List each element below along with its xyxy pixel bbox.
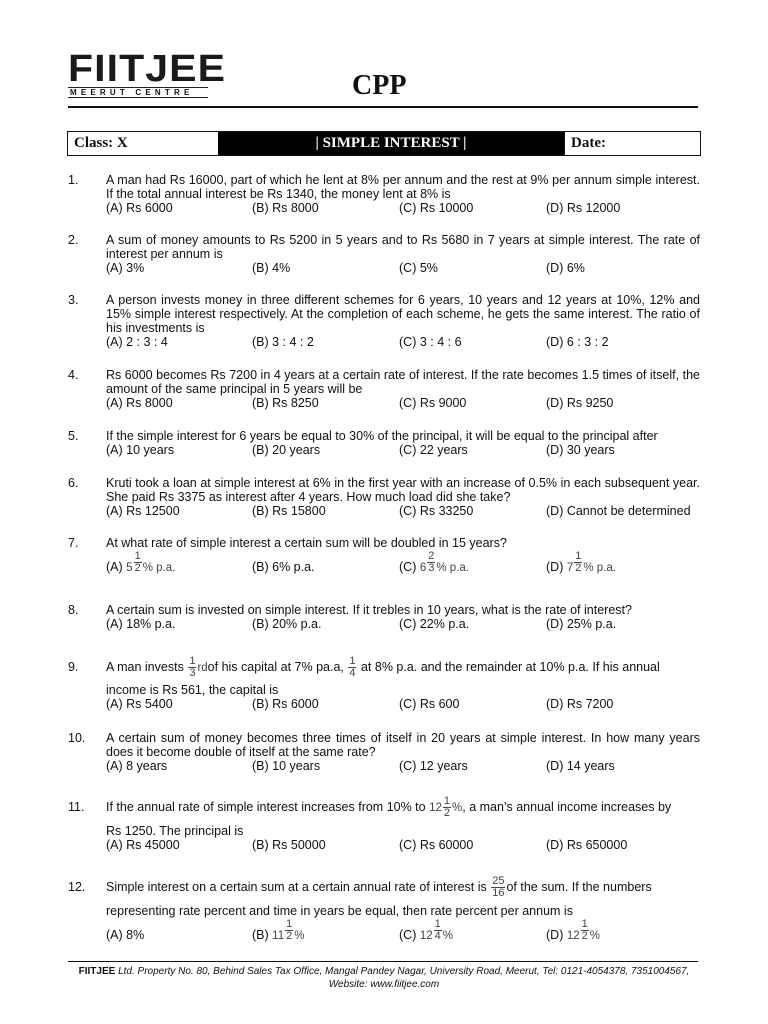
fraction-25-16: $\frac{25}{16}$: [492, 875, 505, 900]
option-c[interactable]: (C) Rs 60000: [399, 838, 474, 852]
option-a[interactable]: (A) Rs 8000: [106, 396, 173, 410]
question-number: 1.: [68, 173, 79, 187]
option-a[interactable]: (A) 10 years: [106, 443, 175, 457]
question-text: Rs 6000 becomes Rs 7200 in 4 years at a certain rate of interest. If the rate becomes 1.5 times of itself, the amount of the same principal in 5 years will be: [106, 368, 700, 396]
class-bar: [67, 131, 701, 156]
question-9: [68, 654, 700, 713]
options: [106, 617, 700, 633]
option-label: (C): [399, 560, 417, 574]
option-c[interactable]: (C) 12 years: [399, 759, 468, 773]
option-c[interactable]: (C) Rs 600: [399, 697, 460, 711]
option-label: (D): [546, 560, 564, 574]
question-7: [68, 536, 700, 584]
mixed-fraction: 12 $\frac{1}{2}$ %: [566, 917, 600, 942]
question-number: 4.: [68, 368, 79, 382]
page-title: CPP: [352, 70, 407, 101]
footer-website[interactable]: Website: www.fiitjee.com: [328, 979, 440, 990]
mixed-fraction: 5 $\frac{1}{2}$ % p.a.: [126, 549, 176, 574]
options: [106, 261, 700, 277]
option-d[interactable]: (D) 14 years: [546, 759, 615, 773]
option-b[interactable]: (B) 6% p.a.: [252, 560, 315, 574]
question-number: 11.: [68, 800, 85, 814]
option-c[interactable]: (C) 22% p.a.: [399, 617, 470, 631]
option-b[interactable]: (B) Rs 50000: [252, 838, 326, 852]
option-b[interactable]: (B) Rs 15800: [252, 504, 326, 518]
footer: [50, 965, 718, 991]
option-d[interactable]: (D) Cannot be determined: [546, 504, 691, 518]
question-6: [68, 476, 700, 520]
options: [106, 697, 700, 713]
options: [106, 917, 700, 952]
option-c[interactable]: (C) 22 years: [399, 443, 468, 457]
option-c[interactable]: (C) Rs 33250: [399, 504, 474, 518]
question-1: [68, 173, 700, 217]
question-number: 7.: [68, 536, 79, 550]
options: [106, 201, 700, 217]
mixed-fraction: 12 $\frac{1}{2}$ %: [429, 795, 463, 820]
mixed-fraction: 6 $\frac{2}{3}$ % p.a.: [419, 549, 469, 574]
option-b[interactable]: (B) 20 years: [252, 443, 321, 457]
option-label: (A): [106, 560, 123, 574]
question-2: [68, 233, 700, 277]
option-d[interactable]: (D) Rs 650000: [546, 838, 628, 852]
option-a[interactable]: (A) Rs 12500: [106, 504, 180, 518]
question-text-line-2: Rs 1250. The principal is: [106, 824, 244, 838]
question-text: A sum of money amounts to Rs 5200 in 5 years and to Rs 5680 in 7 years at simple interest. The rate of interest per annum is: [106, 233, 700, 261]
option-d[interactable]: [546, 917, 600, 943]
options: [106, 443, 700, 459]
question-text: A certain sum is invested on simple interest. If it trebles in 10 years, what is the rate of interest?: [106, 603, 632, 617]
question-text-line-1: A man invests $\frac{1}{3}$ rdof his capital at 7% pa.a, $\frac{1}{4}$ at 8% p.a. and the remainder at 10% p.a. If his annual: [106, 655, 660, 680]
option-b[interactable]: [252, 917, 305, 943]
option-d[interactable]: (D) Rs 12000: [546, 201, 621, 215]
option-label: (B): [252, 928, 269, 942]
option-d[interactable]: (D) Rs 9250: [546, 396, 614, 410]
option-a[interactable]: (A) Rs 6000: [106, 201, 173, 215]
footer-divider: [68, 961, 698, 962]
options: [106, 838, 700, 854]
mixed-fraction: 7 $\frac{1}{2}$ % p.a.: [566, 549, 616, 574]
question-text-line-2: income is Rs 561, the capital is: [106, 683, 279, 697]
question-text: A certain sum of money becomes three times of itself in 20 years at simple interest. In how many years does it become double of itself at the same rate?: [106, 731, 700, 759]
option-b[interactable]: (B) Rs 8250: [252, 396, 319, 410]
logo-wordmark: FIITJEE: [68, 48, 227, 90]
question-12: [68, 873, 700, 952]
option-c[interactable]: (C) 5%: [399, 261, 438, 275]
option-d[interactable]: (D) Rs 7200: [546, 697, 614, 711]
question-number: 3.: [68, 293, 79, 307]
options: [106, 335, 700, 351]
option-a[interactable]: [106, 549, 176, 575]
footer-address-line: [50, 965, 718, 978]
options: [106, 396, 700, 412]
option-d[interactable]: (D) 25% p.a.: [546, 617, 617, 631]
question-5: [68, 429, 700, 459]
question-8: [68, 603, 700, 633]
fraction-one-third: $\frac{1}{3}$: [189, 655, 196, 680]
fraction-one-fourth: $\frac{1}{4}$: [349, 655, 356, 680]
question-number: 12.: [68, 880, 86, 894]
option-c[interactable]: [399, 549, 469, 575]
option-a[interactable]: (A) Rs 5400: [106, 697, 173, 711]
option-c[interactable]: (C) 3 : 4 : 6: [399, 335, 462, 349]
option-c[interactable]: (C) Rs 10000: [399, 201, 474, 215]
header-divider: [68, 106, 698, 108]
footer-brand: FIITJEE: [78, 966, 116, 977]
question-text: Kruti took a loan at simple interest at 6% in the first year with an increase of 0.5% in each subsequent year. She paid Rs 3375 as interest after 4 years. How much load did she take?: [106, 476, 700, 504]
option-b[interactable]: (B) Rs 6000: [252, 697, 319, 711]
question-number: 8.: [68, 603, 79, 617]
question-text-line-1: Simple interest on a certain sum at a certain annual rate of interest is $\frac{25}{16}$ of the sum. If the numbers: [106, 875, 652, 900]
option-b[interactable]: (B) 10 years: [252, 759, 321, 773]
option-c[interactable]: [399, 917, 453, 943]
question-10: [68, 731, 700, 775]
question-4: [68, 368, 700, 412]
question-text: A man had Rs 16000, part of which he lent at 8% per annum and the rest at 9% per annum simple interest. If the total annual interest be Rs 1340, the money lent at 8% is: [106, 173, 700, 201]
option-a[interactable]: (A) 18% p.a.: [106, 617, 176, 631]
option-a[interactable]: (A) Rs 45000: [106, 838, 180, 852]
question-number: 9.: [68, 660, 79, 674]
logo-subtitle: MEERUT CENTRE: [68, 87, 208, 98]
fiitjee-logo: [68, 48, 227, 98]
option-c[interactable]: (C) Rs 9000: [399, 396, 467, 410]
question-number: 6.: [68, 476, 79, 490]
question-number: 10.: [68, 731, 86, 745]
class-label: Class: X: [74, 135, 128, 151]
option-b[interactable]: (B) 3 : 4 : 2: [252, 335, 314, 349]
option-d[interactable]: (D) 6%: [546, 261, 585, 275]
option-d[interactable]: [546, 549, 616, 575]
option-a[interactable]: (A) 8 years: [106, 759, 168, 773]
question-3: [68, 293, 700, 351]
question-text: If the simple interest for 6 years be equal to 30% of the principal, it will be equal to the principal after: [106, 429, 658, 443]
question-number: 2.: [68, 233, 79, 247]
topic-label: | SIMPLE INTEREST |: [218, 132, 564, 155]
options: [106, 504, 700, 520]
question-text-line-1: If the annual rate of simple interest increases from 10% to 12 $\frac{1}{2}$ %, a man’s annual income increases by: [106, 795, 672, 820]
option-label: (C): [399, 928, 417, 942]
question-number: 5.: [68, 429, 79, 443]
option-b[interactable]: (B) 20% p.a.: [252, 617, 322, 631]
options: [106, 549, 700, 584]
option-a[interactable]: (A) 8%: [106, 928, 145, 942]
option-a[interactable]: (A) 3%: [106, 261, 145, 275]
date-label: Date:: [564, 132, 700, 155]
mixed-fraction: 12 $\frac{1}{4}$ %: [419, 917, 453, 942]
option-d[interactable]: (D) 30 years: [546, 443, 615, 457]
option-b[interactable]: (B) Rs 8000: [252, 201, 319, 215]
question-text: A person invests money in three different schemes for 6 years, 10 years and 12 years at 10%, 12% and 15% simple interest respectively. At the completion of each scheme, he gets the same interest. The ratio of his investments is: [106, 293, 700, 335]
option-d[interactable]: (D) 6 : 3 : 2: [546, 335, 609, 349]
option-a[interactable]: (A) 2 : 3 : 4: [106, 335, 168, 349]
mixed-fraction: 11 $\frac{1}{2}$ %: [272, 917, 305, 942]
option-b[interactable]: (B) 4%: [252, 261, 291, 275]
option-label: (D): [546, 928, 564, 942]
question-text-line-2: representing rate percent and time in years be equal, then rate percent per annum is: [106, 904, 573, 918]
question-text: At what rate of simple interest a certain sum will be doubled in 15 years?: [106, 536, 507, 550]
options: [106, 759, 700, 775]
question-11: [68, 794, 700, 854]
footer-address: Ltd. Property No. 80, Behind Sales Tax Office, Mangal Pandey Nagar, University Road, Meerut, Tel: 0121-4054378, 7351004567,: [118, 966, 690, 977]
